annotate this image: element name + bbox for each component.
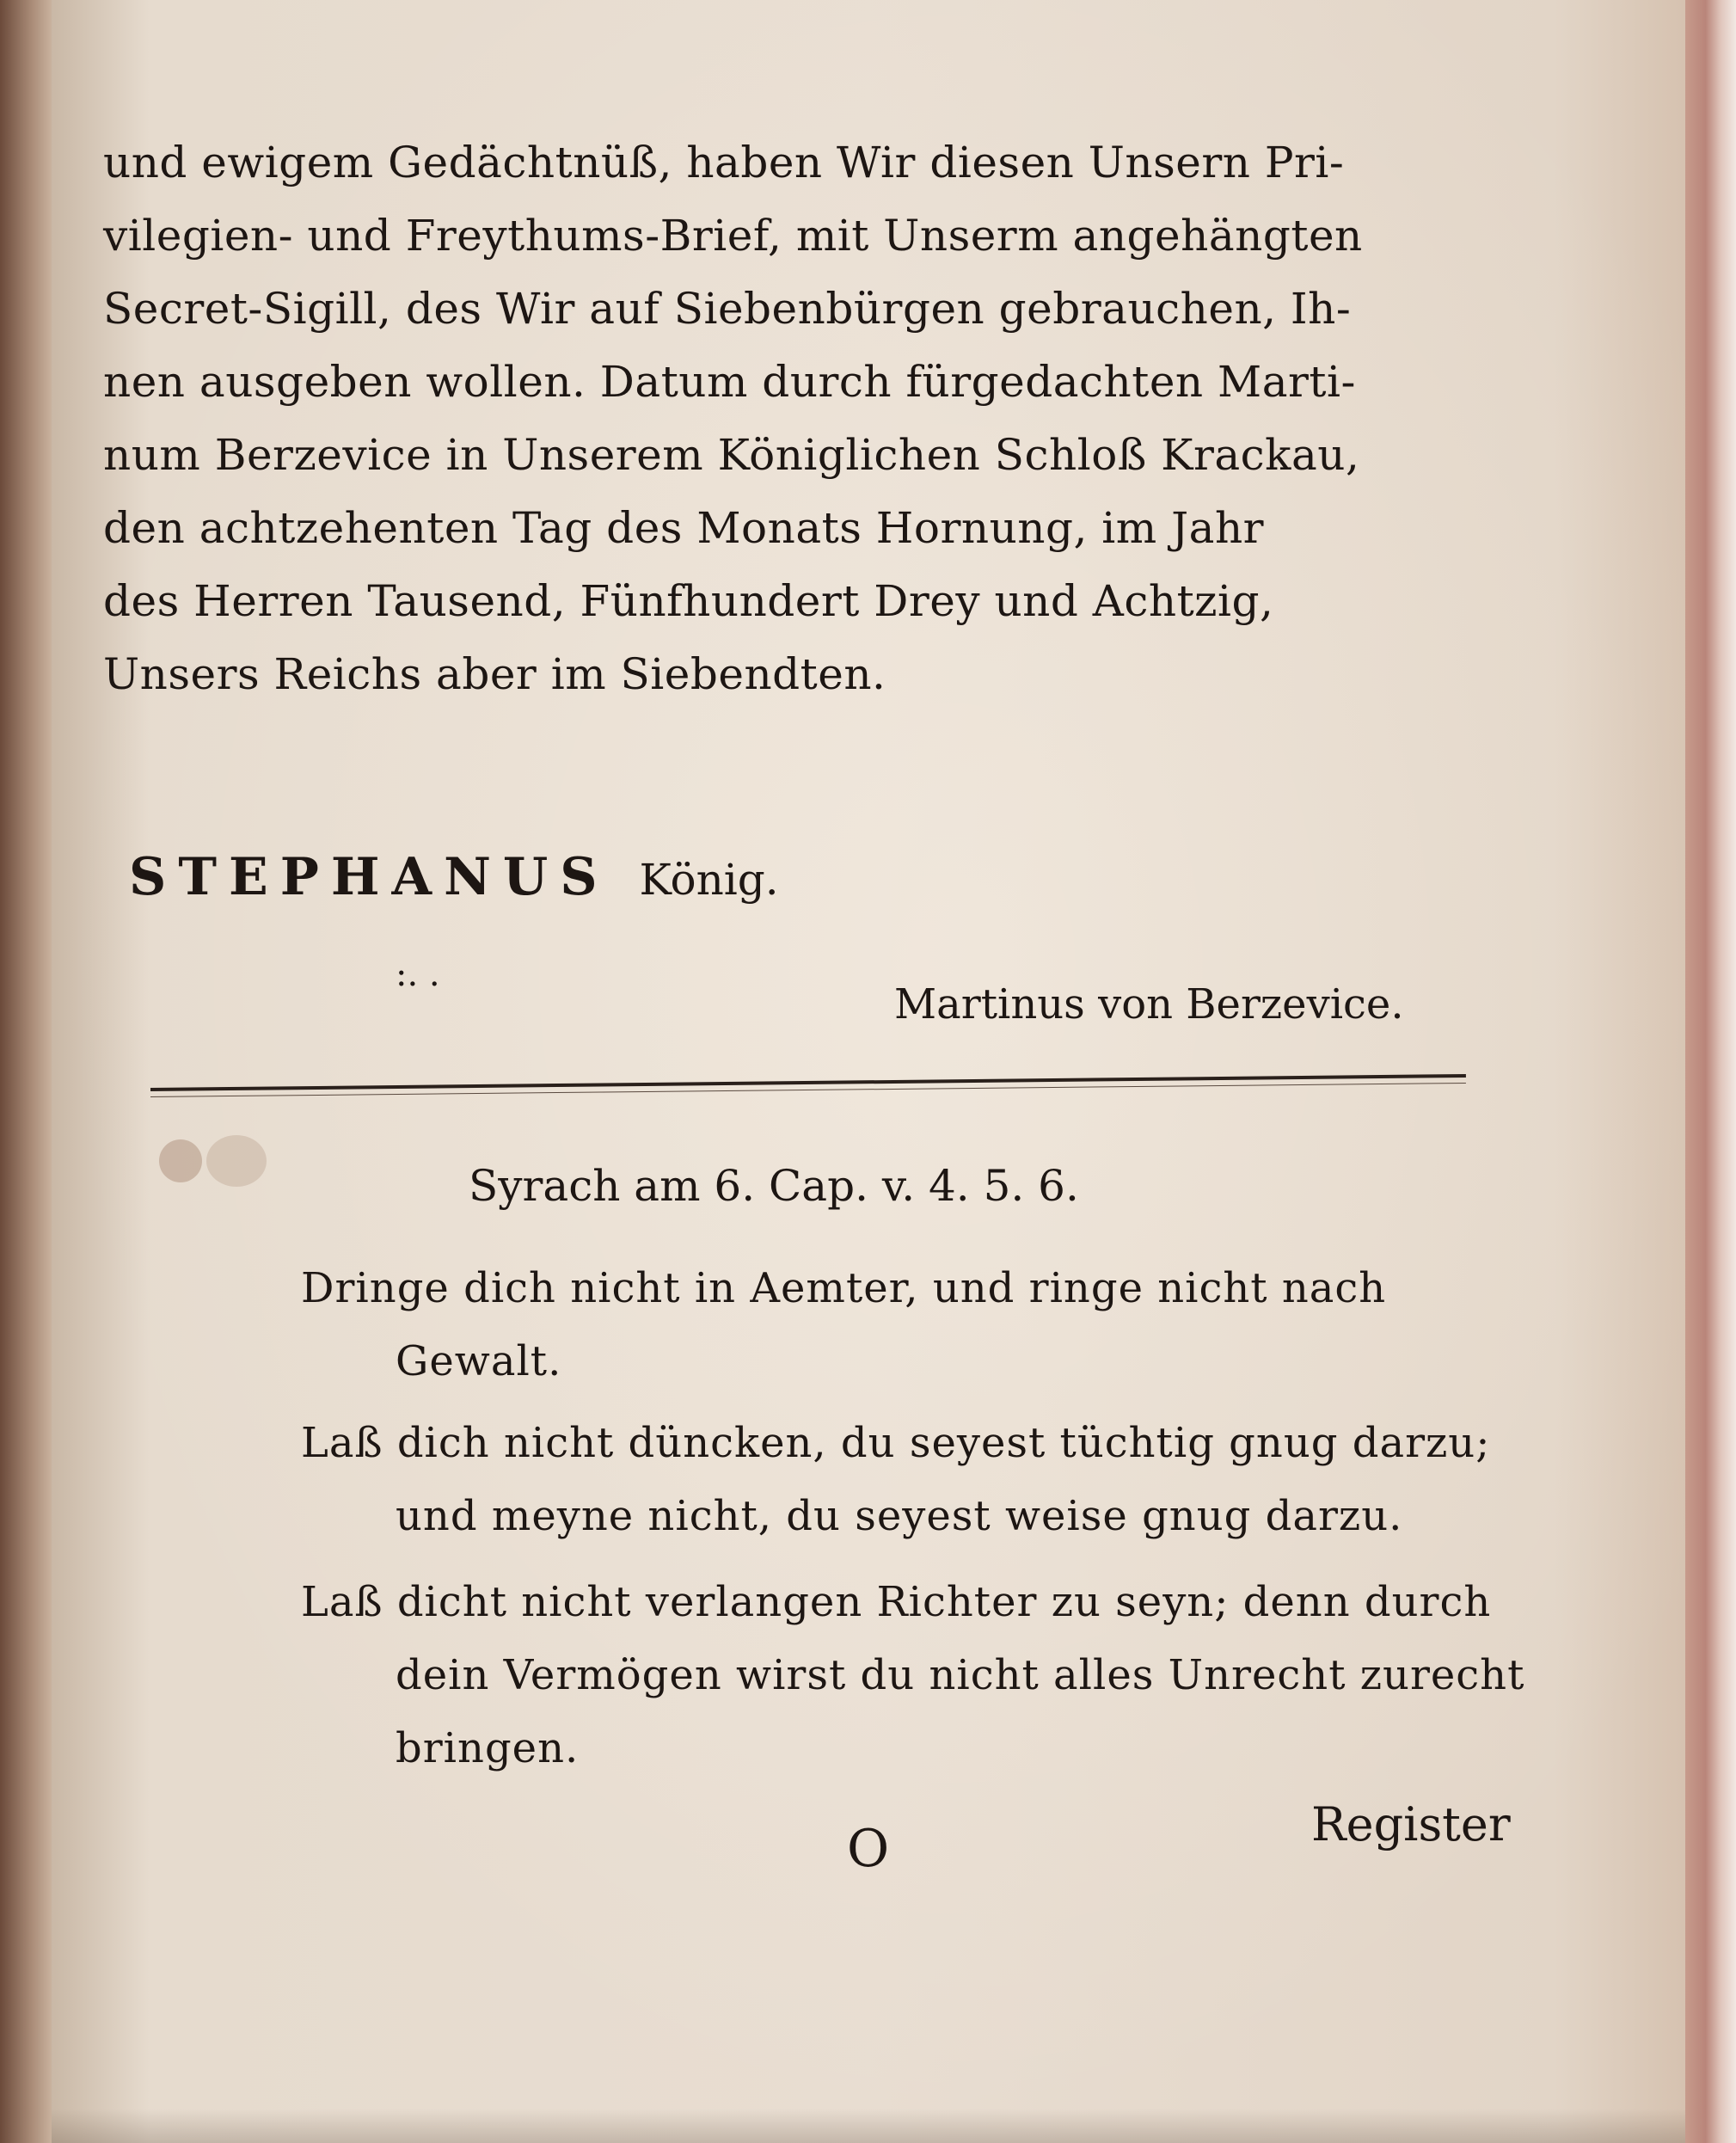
verse-line: Gewalt. (396, 1337, 562, 1385)
decree-line: num Berzevice in Unserem Königlichen Schloß Krackau, (103, 430, 1360, 480)
signature-title: König. (639, 855, 779, 905)
seal-ornament: :. . (396, 955, 440, 994)
verse-line: Laß dich nicht düncken, du seyest tüchtig gnug darzu; (301, 1419, 1491, 1467)
page-edge-right (1685, 0, 1736, 2143)
scripture-heading: Syrach am 6. Cap. v. 4. 5. 6. (469, 1161, 1079, 1211)
decree-line: den achtzehenten Tag des Monats Hornung, im Jahr (103, 503, 1265, 553)
decree-line: des Herren Tausend, Fünfhundert Drey und Achtzig, (103, 576, 1274, 626)
verse-line: und meyne nicht, du seyest weise gnug darzu. (396, 1492, 1403, 1540)
ink-stain (159, 1139, 202, 1182)
decree-line: und ewigem Gedächtnüß, haben Wir diesen Unsern Pri- (103, 138, 1345, 187)
book-binding-left (0, 0, 52, 2143)
royal-signature (129, 847, 779, 907)
decree-line: vilegien- und Freythums-Brief, mit Unserm angehängten (103, 211, 1363, 261)
verse-line: Dringe dich nicht in Aemter, und ringe nicht nach (301, 1264, 1387, 1312)
signature-name: STEPHANUS (129, 847, 610, 907)
signature-mark: O (847, 1819, 890, 1879)
verse-line: dein Vermögen wirst du nicht alles Unrecht zurecht (396, 1651, 1525, 1699)
catchword: Register (1311, 1797, 1511, 1851)
page-bottom-shadow (52, 2109, 1685, 2143)
verse-line: bringen. (396, 1724, 580, 1772)
countersignature: Martinus von Berzevice. (894, 980, 1404, 1029)
decree-line: Unsers Reichs aber im Siebendten. (103, 649, 886, 699)
ink-stain (206, 1135, 267, 1187)
verse-line: Laß dicht nicht verlangen Richter zu seyn; denn durch (301, 1578, 1492, 1626)
decree-line: Secret-Sigill, des Wir auf Siebenbürgen gebrauchen, Ih- (103, 284, 1352, 334)
decree-line: nen ausgeben wollen. Datum durch fürgedachten Marti- (103, 357, 1356, 407)
